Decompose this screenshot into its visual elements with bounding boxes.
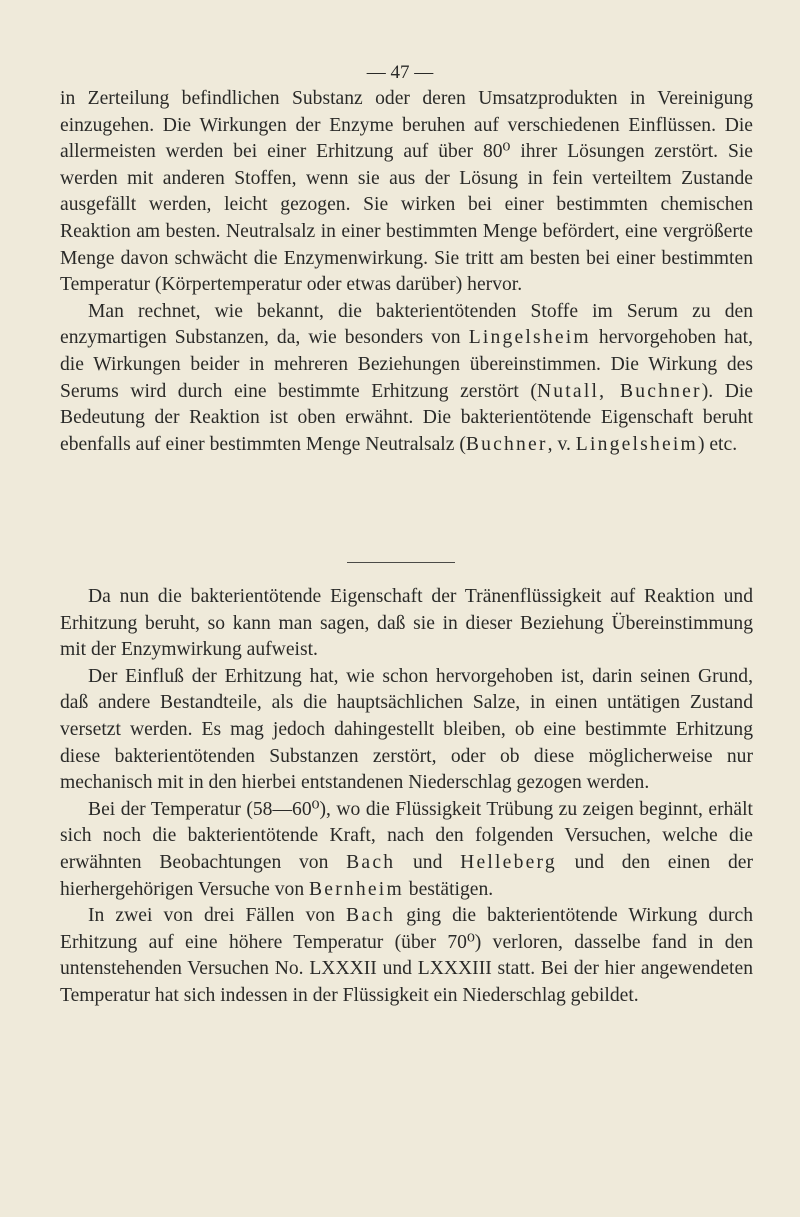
author-name: Lingelsheim: [468, 327, 591, 349]
section-divider: [347, 562, 455, 563]
paragraph-heating-influence: Der Einfluß der Erhitzung hat, wie schon hervorgehoben ist, darin seinen Grund, daß andere Bestandteile, als die hauptsächlichen Salze, in einen untätigen Zustand versetzt werden. Es mag jedoch dahingestellt bleiben, ob eine bestimmte Erhitzung diese bakterientötenden Substanzen zerstört, oder ob diese möglicherweise nur mechanisch mit in den hierbei entstandenen Niederschlag gezogen werden.: [60, 665, 753, 794]
text-run: Bei der Temperatur (58—60⁰), wo die Flüssigkeit Trübung zu zeigen beginnt, erhält sich noch die bakterientötende Kraft, nach den folgenden Versuchen, welche die erwähnten Beobachtungen von: [60, 798, 753, 873]
page-number: — 47 —: [366, 62, 434, 83]
author-name: Bernheim: [309, 878, 404, 900]
author-name: Nutall, Buchner: [536, 380, 702, 402]
author-name: Bach: [346, 905, 396, 927]
text-run: ). Die Bedeutung der Reaktion ist oben erwähnt. Die bakterientötende Eigenschaft beruht ebenfalls auf einer bestimmten Menge Neutralsalz (: [60, 380, 753, 455]
text-run: ) etc.: [697, 433, 738, 455]
paragraph-enzyme-properties: in Zerteilung befindlichen Substanz oder deren Umsatzprodukten in Vereinigung einzugehen. Die Wirkungen der Enzyme beruhen auf verschiedenen Einflüssen. Die allermeisten werden bei einer Erhitzung auf über 80⁰ ihrer Lösungen zerstört. Sie werden mit anderen Stoffen, wenn sie aus der Lösung in fein verteiltem Zustande ausgefällt werden, leicht gezogen. Sie wirken bei einer bestimmten chemischen Reaktion am besten. Neutralsalz in einer bestimmten Menge befördert, eine vergrößerte Menge davon schwächt die Enzymenwirkung. Sie tritt am besten bei einer bestimmten Temperatur (Körpertemperatur oder etwas darüber) hervor.: [60, 88, 753, 296]
text-run: und den einen der hierhergehörigen Versuche von: [60, 851, 754, 900]
author-name: Buchner: [465, 433, 548, 455]
text-section-2: [60, 584, 753, 1010]
paragraph-bach-cases: [60, 903, 753, 1009]
paragraph-temperature: [60, 797, 753, 903]
paragraph-tear-fluid: Da nun die bakterientötende Eigenschaft der Tränenflüssigkeit auf Reaktion und Erhitzung beruht, so kann man sagen, daß sie in dieser Beziehung Übereinstimmung mit der Enzymwirkung aufweist.: [60, 586, 753, 661]
author-name: Helleberg: [460, 851, 557, 873]
text-run: Man rechnet, wie bekannt, die bakterientötenden Stoffe im Serum zu den enzymartigen Substanzen, da, wie besonders von: [60, 300, 753, 349]
text-section-1: [60, 86, 753, 458]
text-run: , v.: [547, 433, 576, 455]
author-name: Lingelsheim: [575, 433, 698, 455]
text-run: hervorgehoben hat, die Wirkungen beider in mehreren Beziehungen übereinstimmen. Die Wirkung des Serums wird durch eine bestimmte Erhitzung zerstört (: [60, 327, 754, 402]
paragraph-serum-comparison: [60, 299, 753, 459]
text-run: bestätigen.: [403, 878, 494, 900]
text-run: und: [395, 851, 461, 873]
text-run: In zwei von drei Fällen von: [88, 905, 347, 927]
text-run: ging die bakterientötende Wirkung durch Erhitzung auf eine höhere Temperatur (über 70⁰) verloren, dasselbe fand in den untenstehenden Versuchen No. LXXXII und LXXXIII statt. Bei der hier angewendeten Temperatur hat sich indessen in der Flüssigkeit ein Niederschlag gebildet.: [60, 905, 753, 1006]
author-name: Bach: [346, 851, 396, 873]
